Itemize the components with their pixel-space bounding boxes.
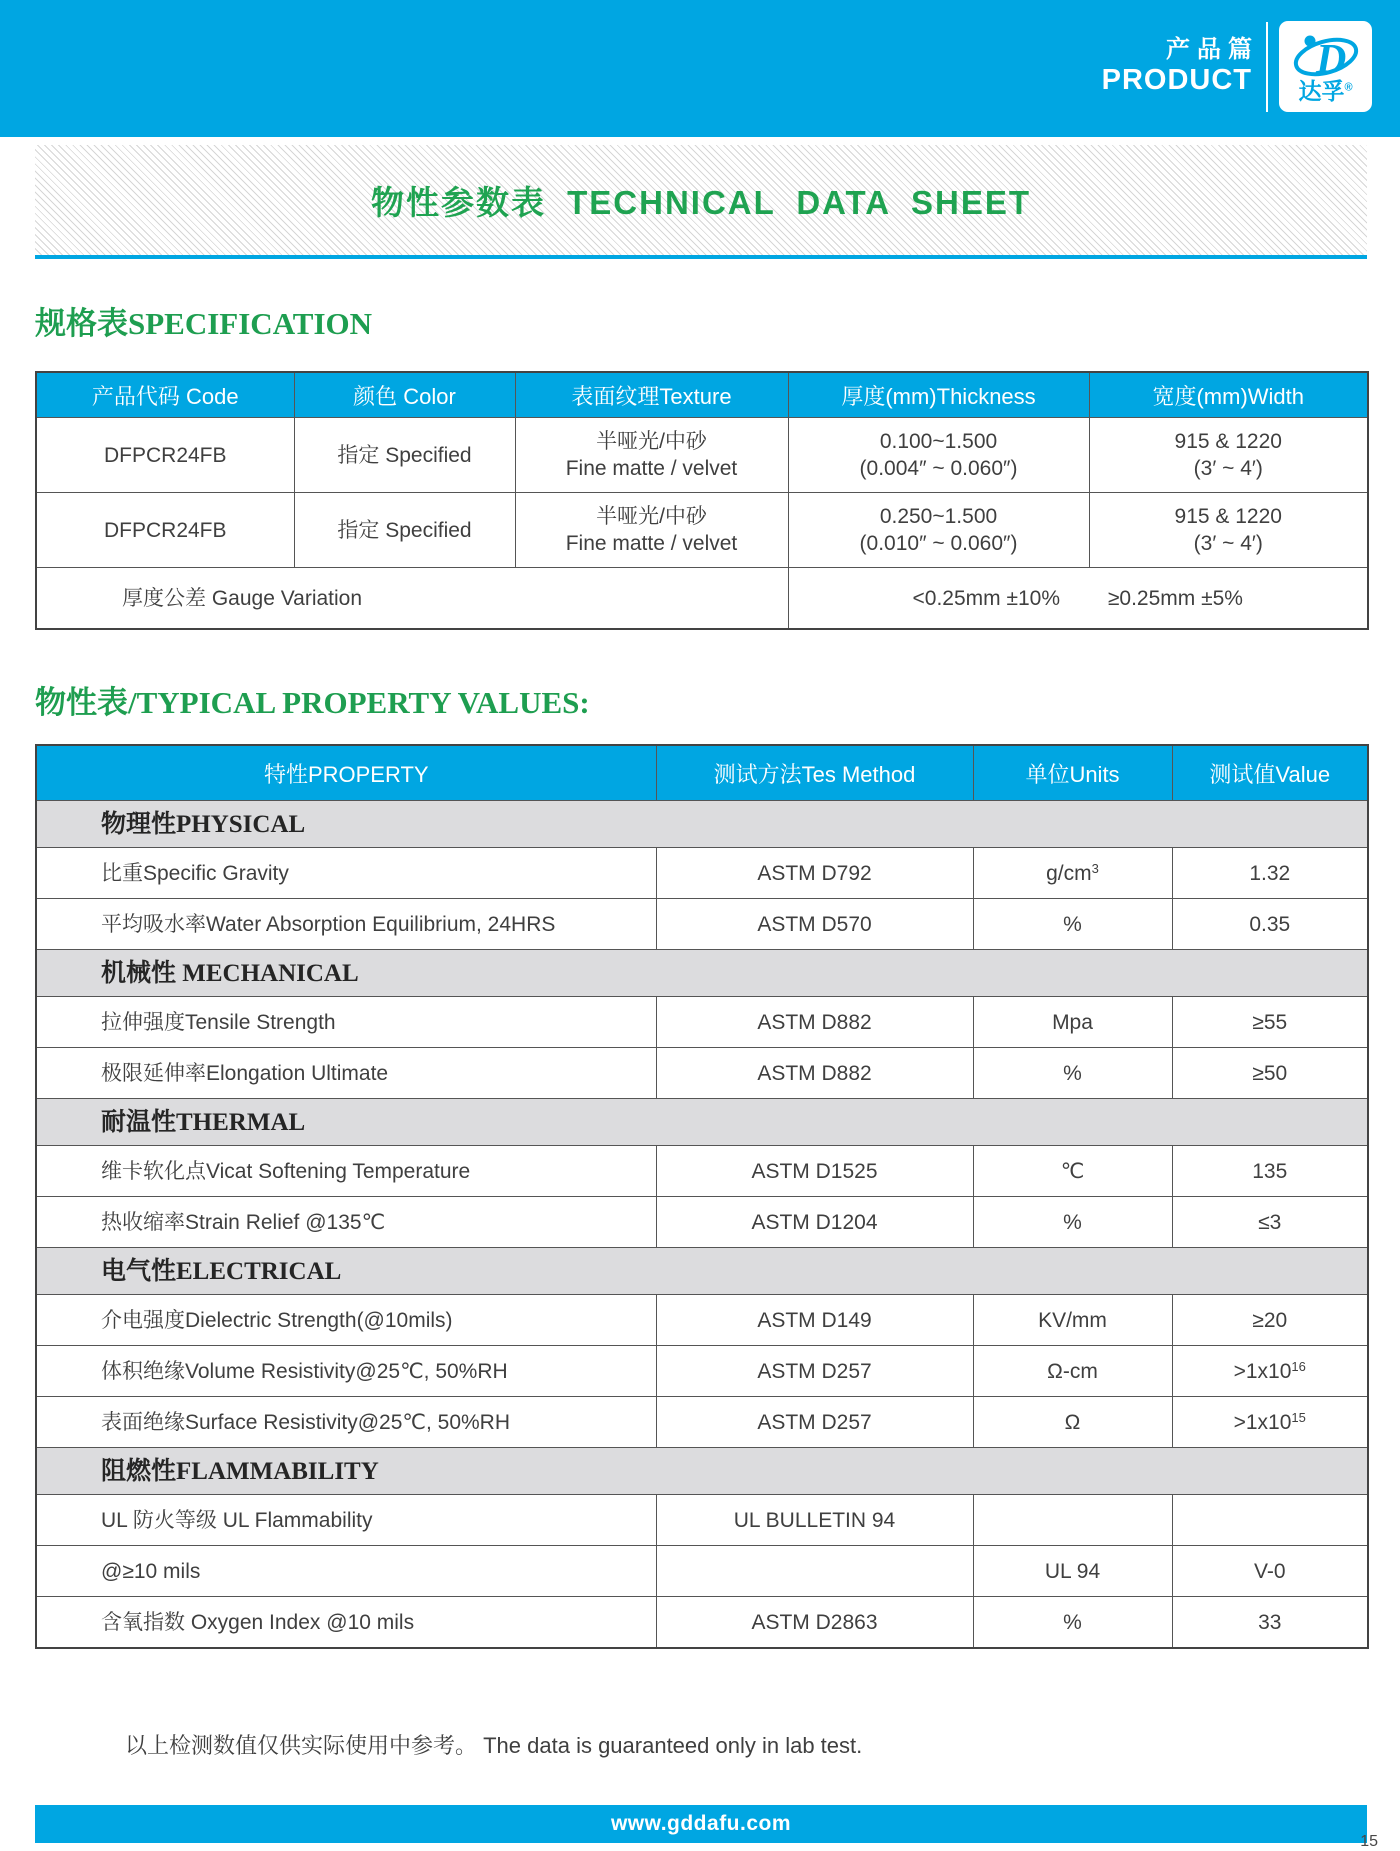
value-text: 135 [1252,1159,1288,1183]
value-text: >1x10 [1233,1410,1292,1434]
gauge-tolerance-high: ≥0.25mm ±5% [1107,586,1243,610]
disclaimer-note: 以上检测数值仅供实际使用中参考。 The data is guaranteed only in lab test. [125,1733,863,1759]
property-row [36,997,1368,1048]
top-header-bar [0,0,1400,137]
test-method: ASTM D1525 [656,1146,973,1197]
unit-cell [973,1295,1172,1346]
unit-text: % [1063,912,1082,936]
thickness-inch: (0.004″ ~ 0.060″) [859,457,1018,481]
website-url: www.gddafu.com [610,1812,792,1835]
value-cell [1172,1597,1368,1649]
property-name: 维卡软化点Vicat Softening Temperature [36,1146,656,1197]
property-row [36,1146,1368,1197]
spec-header-code: 产品代码 Code [36,372,294,418]
footer-bar [35,1805,1367,1843]
props-header-value: 测试值Value [1172,745,1368,801]
texture-line-en: Fine matte / velvet [565,457,738,481]
property-name: 比重Specific Gravity [36,848,656,899]
value-cell [1172,1048,1368,1099]
unit-cell [973,1546,1172,1597]
test-method: ASTM D257 [656,1397,973,1448]
header-divider [1266,22,1268,112]
value-text: 1.32 [1249,861,1291,885]
unit-text: UL 94 [1044,1559,1101,1583]
value-cell [1172,1146,1368,1197]
section-title: 阻燃性FLAMMABILITY [36,1448,1368,1495]
registered-mark: ® [1344,81,1353,94]
section-flammability [36,1448,1368,1495]
props-header-row [36,745,1368,801]
property-row [36,1597,1368,1649]
spec-cell-width [1089,493,1368,568]
section-title: 耐温性THERMAL [36,1099,1368,1146]
width-mm: 915 & 1220 [1174,430,1282,454]
property-name: 极限延伸率Elongation Ultimate [36,1048,656,1099]
page-number: 15 [1360,1833,1378,1850]
chapter-label-en: PRODUCT [1101,63,1252,96]
gauge-variation-row [36,568,1368,630]
unit-text: g/cm [1046,861,1092,885]
unit-cell [973,1197,1172,1248]
unit-text: Ω-cm [1047,1359,1098,1383]
value-cell [1172,997,1368,1048]
props-header-property: 特性PROPERTY [36,745,656,801]
chapter-label-cn: 产品篇 [1166,36,1259,64]
unit-text: Ω [1064,1410,1081,1434]
texture-line-cn: 半哑光/中砂 [596,505,707,529]
property-row [36,848,1368,899]
gauge-variation-values [788,568,1368,630]
unit-cell [973,1597,1172,1649]
property-row [36,1295,1368,1346]
value-text: ≤3 [1258,1210,1282,1234]
company-logo [1279,21,1372,112]
value-cell [1172,1197,1368,1248]
section-thermal [36,1099,1368,1146]
logo-wordmark [1298,80,1352,103]
properties-heading: 物性表/TYPICAL PROPERTY VALUES: [35,685,590,721]
spec-header-thickness: 厚度(mm)Thickness [788,372,1089,418]
section-mechanical [36,950,1368,997]
value-text: ≥50 [1252,1061,1288,1085]
specification-heading: 规格表SPECIFICATION [35,306,373,341]
value-cell [1172,1397,1368,1448]
unit-text: % [1063,1210,1082,1234]
section-title: 电气性ELECTRICAL [36,1248,1368,1295]
value-cell [1172,1495,1368,1546]
specification-table [35,371,1369,630]
spec-cell-thickness [788,493,1089,568]
thickness-mm: 0.250~1.500 [879,505,998,529]
test-method: ASTM D882 [656,1048,973,1099]
value-cell [1172,1295,1368,1346]
spec-cell-texture [515,493,788,568]
section-title: 物理性PHYSICAL [36,801,1368,848]
unit-cell [973,997,1172,1048]
unit-cell [973,899,1172,950]
svg-text:D: D [1315,37,1346,82]
unit-cell [973,1146,1172,1197]
property-name: UL 防火等级 UL Flammability [36,1495,656,1546]
width-ft: (3′ ~ 4′) [1193,457,1263,481]
test-method: ASTM D257 [656,1346,973,1397]
spec-header-texture: 表面纹理Texture [515,372,788,418]
spec-cell-color: 指定 Specified [294,493,515,568]
thickness-mm: 0.100~1.500 [879,430,998,454]
property-name: 介电强度Dielectric Strength(@10mils) [36,1295,656,1346]
value-text: ≥55 [1252,1010,1288,1034]
props-header-units: 单位Units [973,745,1172,801]
logo-wordmark-text: 达孚 [1298,78,1345,104]
property-name: 表面绝缘Surface Resistivity@25℃, 50%RH [36,1397,656,1448]
texture-line-cn: 半哑光/中砂 [596,430,707,454]
value-superscript: 15 [1291,1409,1306,1425]
property-name: 平均吸水率Water Absorption Equilibrium, 24HRS [36,899,656,950]
props-header-method: 测试方法Tes Method [656,745,973,801]
unit-text: % [1063,1610,1082,1634]
unit-superscript: 3 [1091,860,1099,876]
spec-header-color: 颜色 Color [294,372,515,418]
spec-header-width: 宽度(mm)Width [1089,372,1368,418]
value-cell [1172,848,1368,899]
spec-cell-code: DFPCR24FB [36,493,294,568]
property-name: @≥10 mils [36,1546,656,1597]
property-row [36,1048,1368,1099]
spec-cell-code: DFPCR24FB [36,418,294,493]
test-method: ASTM D882 [656,997,973,1048]
test-method: ASTM D792 [656,848,973,899]
thickness-inch: (0.010″ ~ 0.060″) [859,532,1018,556]
page-title: 物性参数表 TECHNICAL DATA SHEET [370,183,1032,221]
unit-cell [973,1495,1172,1546]
value-cell [1172,1346,1368,1397]
spec-row-1 [36,418,1368,493]
unit-text: ℃ [1060,1159,1085,1183]
property-row [36,1495,1368,1546]
width-mm: 915 & 1220 [1174,505,1282,529]
chapter-label [1101,36,1259,97]
test-method: UL BULLETIN 94 [656,1495,973,1546]
property-name: 含氧指数 Oxygen Index @10 mils [36,1597,656,1649]
value-text: 33 [1258,1610,1282,1634]
property-row [36,1197,1368,1248]
test-method [656,1546,973,1597]
header-right-group [1102,21,1372,112]
unit-text: % [1063,1061,1082,1085]
spec-header-row [36,372,1368,418]
value-text: 0.35 [1249,912,1291,936]
gauge-variation-label: 厚度公差 Gauge Variation [36,568,788,630]
test-method: ASTM D1204 [656,1197,973,1248]
value-cell [1172,1546,1368,1597]
section-physical [36,801,1368,848]
spec-cell-color: 指定 Specified [294,418,515,493]
test-method: ASTM D570 [656,899,973,950]
test-method: ASTM D149 [656,1295,973,1346]
title-banner [35,145,1367,259]
spec-row-2 [36,493,1368,568]
spec-cell-width [1089,418,1368,493]
property-name: 热收缩率Strain Relief @135℃ [36,1197,656,1248]
value-text: ≥20 [1252,1308,1288,1332]
unit-cell [973,848,1172,899]
value-text: >1x10 [1233,1359,1292,1383]
property-row [36,1346,1368,1397]
section-title: 机械性 MECHANICAL [36,950,1368,997]
unit-cell [973,1048,1172,1099]
unit-cell [973,1346,1172,1397]
value-text: V-0 [1253,1559,1286,1583]
gauge-tolerance-low: <0.25mm ±10% [912,586,1061,610]
property-row [36,1397,1368,1448]
unit-text: KV/mm [1038,1308,1107,1332]
test-method: ASTM D2863 [656,1597,973,1649]
unit-text: Mpa [1052,1010,1093,1034]
property-row [36,899,1368,950]
property-name: 体积绝缘Volume Resistivity@25℃, 50%RH [36,1346,656,1397]
value-cell [1172,899,1368,950]
spec-cell-thickness [788,418,1089,493]
property-row [36,1546,1368,1597]
value-superscript: 16 [1291,1358,1306,1374]
property-name: 拉伸强度Tensile Strength [36,997,656,1048]
section-electrical [36,1248,1368,1295]
logo-mark-icon [1286,30,1366,82]
width-ft: (3′ ~ 4′) [1193,532,1263,556]
spec-cell-texture [515,418,788,493]
unit-cell [973,1397,1172,1448]
property-values-table [35,744,1369,1649]
texture-line-en: Fine matte / velvet [565,532,738,556]
